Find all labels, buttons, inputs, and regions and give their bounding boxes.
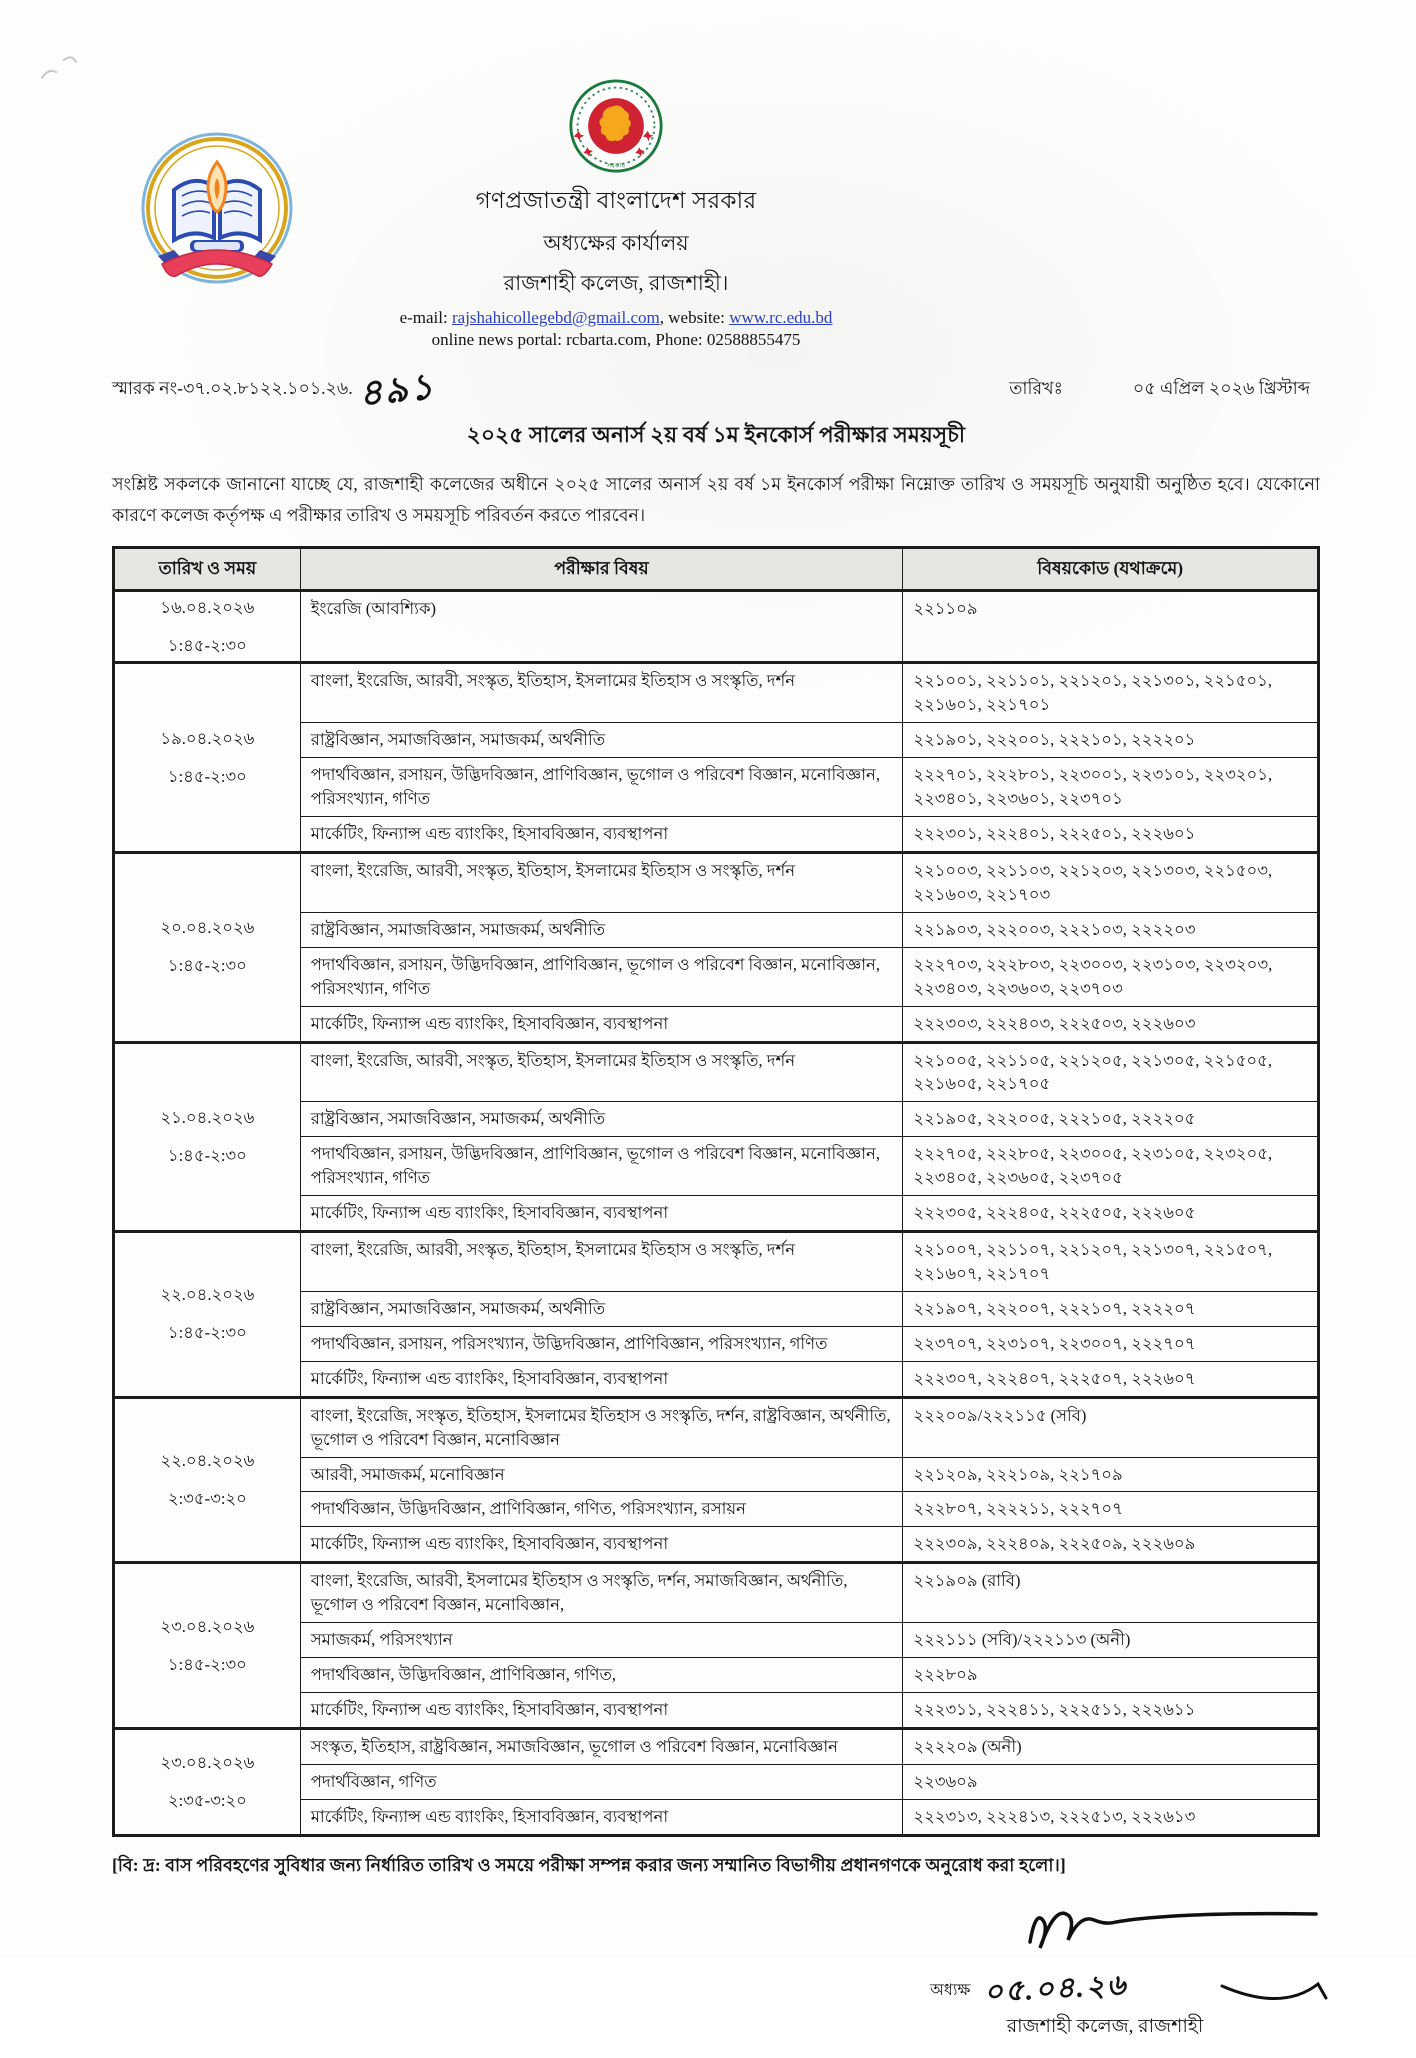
exam-date: ২৩.০৪.২০২৬ [160,1616,255,1636]
exam-date: ২০.০৪.২০২৬ [160,918,255,938]
exam-subjects-cell: পদার্থবিজ্ঞান, রসায়ন, উদ্ভিদবিজ্ঞান, প্রাণিবিজ্ঞান, ভূগোল ও পরিবেশ বিজ্ঞান, মনোবিজ্ঞান, পরিসংখ্যান, গণিত [300,1137,903,1196]
subject-codes-cell: ২২১৯০৫, ২২২০০৫, ২২২১০৫, ২২২২০৫ [903,1102,1319,1137]
subject-codes-cell: ২২২৭০৫, ২২২৮০৫, ২২৩০০৫, ২২৩১০৫, ২২৩২০৫, ২২৩৪০৫, ২২৩৬০৫, ২২৩৭০৫ [903,1137,1319,1196]
exam-subjects-cell: পদার্থবিজ্ঞান, রসায়ন, পরিসংখ্যান, উদ্ভিদবিজ্ঞান, প্রাণিবিজ্ঞান, পরিসংখ্যান, গণিত [300,1326,903,1361]
exam-date-time-cell [114,1728,301,1835]
exam-subjects-cell: রাষ্ট্রবিজ্ঞান, সমাজবিজ্ঞান, সমাজকর্ম, অর্থনীতি [300,1102,903,1137]
schedule-row [114,1397,1319,1457]
exam-date-time-cell [114,1397,301,1563]
exam-subjects-cell: মার্কেটিং, ফিন্যান্স এন্ড ব্যাংকিং, হিসাববিজ্ঞান, ব্যবস্থাপনা [300,1692,903,1728]
letterhead [12,0,1220,350]
table-header-row [114,548,1319,590]
exam-subjects-cell: মার্কেটিং, ফিন্যান্স এন্ড ব্যাংকিং, হিসাববিজ্ঞান, ব্যবস্থাপনা [300,817,903,853]
svg-text:সরকার: সরকার [606,162,626,170]
exam-subjects-cell: পদার্থবিজ্ঞান, উদ্ভিদবিজ্ঞান, প্রাণিবিজ্ঞান, গণিত, পরিসংখ্যান, রসায়ন [300,1492,903,1527]
header-subject-code: বিষয়কোড (যথাক্রমে) [903,548,1319,590]
exam-subjects-cell: রাষ্ট্রবিজ্ঞান, সমাজবিজ্ঞান, সমাজকর্ম, অর্থনীতি [300,723,903,758]
exam-subjects-cell: মার্কেটিং, ফিন্যান্স এন্ড ব্যাংকিং, হিসাববিজ্ঞান, ব্যবস্থাপনা [300,1361,903,1397]
exam-date-time-cell [114,1232,301,1398]
subject-codes-cell: ২২৩৭০৭, ২২৩১০৭, ২২৩০০৭, ২২২৭০৭ [903,1326,1319,1361]
exam-schedule-table [112,546,1320,1836]
subject-codes-cell: ২২২৮০৭, ২২২২১১, ২২২৭০৭ [903,1492,1319,1527]
schedule-row [114,1728,1319,1764]
schedule-row [114,663,1319,723]
exam-subjects-cell: রাষ্ট্রবিজ্ঞান, সমাজবিজ্ঞান, সমাজকর্ম, অর্থনীতি [300,912,903,947]
office-line: অধ্যক্ষের কার্যালয় [543,231,689,255]
signature-org: রাজশাহী কলেজ, রাজশাহী [1006,2015,1204,2037]
exam-date: ২২.০৪.২০২৬ [160,1451,255,1471]
exam-subjects-cell: বাংলা, ইংরেজি, আরবী, সংস্কৃত, ইতিহাস, ইসলামের ইতিহাস ও সংস্কৃতি, দর্শন [300,1232,903,1292]
exam-subjects-cell: পদার্থবিজ্ঞান, রসায়ন, উদ্ভিদবিজ্ঞান, প্রাণিবিজ্ঞান, ভূগোল ও পরিবেশ বিজ্ঞান, মনোবিজ্ঞান, পরিসংখ্যান, গণিত [300,947,903,1006]
intro-paragraph: সংশ্লিষ্ট সকলকে জানানো যাচ্ছে যে, রাজশাহী কলেজের অধীনে ২০২৫ সালের অনার্স ২য় বর্ষ ১ম ইনকোর্স পরীক্ষা নিম্নোক্ত তারিখ ও সময়সূচি অনুযায়ী অনুষ্ঠিত হবে। যেকোনো কারণে কলেজ কর্তৃপক্ষ এ পরীক্ষার তারিখ ও সময়সূচি পরিবর্তন করতে পারবেন। [112,474,1320,525]
memo-number-label: স্মারক নং-৩৭.০২.৮১২২.১০১.২৬. [112,378,353,398]
exam-subjects-cell: মার্কেটিং, ফিন্যান্স এন্ড ব্যাংকিং, হিসাববিজ্ঞান, ব্যবস্থাপনা [300,1527,903,1563]
exam-time: ১:৪৫-২:৩০ [167,766,247,786]
schedule-row [114,590,1319,663]
exam-subjects-cell: বাংলা, ইংরেজি, আরবী, সংস্কৃত, ইতিহাস, ইসলামের ইতিহাস ও সংস্কৃতি, দর্শন [300,663,903,723]
subject-codes-cell: ২২২৩১৩, ২২২৪১৩, ২২২৫১৩, ২২২৬১৩ [903,1799,1319,1835]
memo-number-handwritten: ৪৯১ [356,366,437,415]
subject-codes-cell: ২২১৯০৩, ২২২০০৩, ২২২১০৩, ২২২২০৩ [903,912,1319,947]
exam-subjects-cell: মার্কেটিং, ফিন্যান্স এন্ড ব্যাংকিং, হিসাববিজ্ঞান, ব্যবস্থাপনা [300,1196,903,1232]
exam-subjects-cell: সমাজকর্ম, পরিসংখ্যান [300,1623,903,1658]
subject-codes-cell: ২২১৯০১, ২২২০০১, ২২২১০১, ২২২২০১ [903,723,1319,758]
exam-subjects-cell: বাংলা, ইংরেজি, আরবী, ইসলামের ইতিহাস ও সংস্কৃতি, দর্শন, সমাজবিজ্ঞান, অর্থনীতি, ভূগোল ও পরিবেশ বিজ্ঞান, মনোবিজ্ঞান, [300,1563,903,1623]
subject-codes-cell: ২২১০০৩, ২২১১০৩, ২২১২০৩, ২২১৩০৩, ২২১৫০৩, ২২১৬০৩, ২২১৭০৩ [903,853,1319,913]
subject-codes-cell: ২২১৯০৭, ২২২০০৭, ২২২১০৭, ২২২২০৭ [903,1291,1319,1326]
exam-subjects-cell: ইংরেজি (আবশ্যিক) [300,590,903,663]
exam-subjects-cell: পদার্থবিজ্ঞান, উদ্ভিদবিজ্ঞান, প্রাণিবিজ্ঞান, গণিত, [300,1658,903,1693]
subject-codes-cell: ২২১২০৯, ২২২১০৯, ২২১৭০৯ [903,1457,1319,1492]
subject-codes-cell: ২২১৯০৯ (রাবি) [903,1563,1319,1623]
exam-time: ২:৩৫-৩:২০ [167,1790,247,1810]
subject-codes-cell: ২২১০০৫, ২২১১০৫, ২২১২০৫, ২২১৩০৫, ২২১৫০৫, ২২১৬০৫, ২২১৭০৫ [903,1042,1319,1102]
subject-codes-cell: ২২২৩০৭, ২২২৪০৭, ২২২৫০৭, ২২২৬০৭ [903,1361,1319,1397]
signature-handwritten-date: ০৫.০৪.২৬ [983,1968,1129,2009]
email-link[interactable]: rajshahicollegebd@gmail.com [451,308,660,327]
subject-codes-cell: ২২২০০৯/২২২১১৫ (সবি) [903,1397,1319,1457]
subject-codes-cell: ২২২৩০৯, ২২২৪০৯, ২২২৫০৯, ২২২৬০৯ [903,1527,1319,1563]
exam-time: ১:৪৫-২:৩০ [167,1654,247,1674]
signature-role: অধ্যক্ষ [930,1981,971,1999]
subject-codes-cell: ২২২৩০৩, ২২২৪০৩, ২২২৫০৩, ২২২৬০৩ [903,1006,1319,1042]
exam-subjects-cell: মার্কেটিং, ফিন্যান্স এন্ড ব্যাংকিং, হিসাববিজ্ঞান, ব্যবস্থাপনা [300,1006,903,1042]
website-link[interactable]: www.rc.edu.bd [729,308,833,327]
subject-codes-cell: ২২২৭০১, ২২২৮০১, ২২৩০০১, ২২৩১০১, ২২৩২০১, ২২৩৪০১, ২২৩৬০১, ২২৩৭০১ [903,758,1319,817]
exam-subjects-cell: সংস্কৃত, ইতিহাস, রাষ্ট্রবিজ্ঞান, সমাজবিজ্ঞান, ভূগোল ও পরিবেশ বিজ্ঞান, মনোবিজ্ঞান [300,1728,903,1764]
header-exam-subject: পরীক্ষার বিষয় [300,548,903,590]
subject-codes-cell: ২২২৭০৩, ২২২৮০৩, ২২৩০০৩, ২২৩১০৩, ২২৩২০৩, ২২৩৪০৩, ২২৩৬০৩, ২২৩৭০৩ [903,947,1319,1006]
exam-subjects-cell: বাংলা, ইংরেজি, আরবী, সংস্কৃত, ইতিহাস, ইসলামের ইতিহাস ও সংস্কৃতি, দর্শন [300,1042,903,1102]
memo-date-value: ০৫ এপ্রিল ২০২৬ খ্রিস্টাব্দ [1132,378,1310,398]
exam-date: ২২.০৪.২০২৬ [160,1285,255,1305]
exam-subjects-cell: পদার্থবিজ্ঞান, গণিত [300,1764,903,1799]
exam-subjects-cell: বাংলা, ইংরেজি, সংস্কৃত, ইতিহাস, ইসলামের ইতিহাস ও সংস্কৃতি, দর্শন, রাষ্ট্রবিজ্ঞান, অর্থনীতি, ভূগোল ও পরিবেশ বিজ্ঞান, মনোবিজ্ঞান [300,1397,903,1457]
exam-time: ১:৪৫-২:৩০ [167,635,247,655]
exam-date: ২১.০৪.২০২৬ [160,1107,255,1127]
schedule-row [114,1042,1319,1102]
subject-codes-cell: ২২৩৬০৯ [903,1764,1319,1799]
memo-row [112,366,1320,415]
header-date-time: তারিখ ও সময় [114,548,301,590]
contact-line [12,308,1220,328]
exam-date-time-cell [114,590,301,663]
subject-codes-cell: ২২১০০৭, ২২১১০৭, ২২১২০৭, ২২১৩০৭, ২২১৫০৭, ২২১৬০৭, ২২১৭০৭ [903,1232,1319,1292]
subject-codes-cell: ২২২২০৯ (অনী) [903,1728,1319,1764]
memo-date-label: তারিখঃ [1009,378,1063,398]
college-line: রাজশাহী কলেজ, রাজশাহী। [503,271,729,295]
subject-codes-cell: ২২১১০৯ [903,590,1319,663]
exam-time: ১:৪৫-২:৩০ [167,1323,247,1343]
exam-subjects-cell: বাংলা, ইংরেজি, আরবী, সংস্কৃত, ইতিহাস, ইসলামের ইতিহাস ও সংস্কৃতি, দর্শন [300,853,903,913]
page-title: ২০২৫ সালের অনার্স ২য় বর্ষ ১ম ইনকোর্স পরীক্ষার সময়সূচী [466,423,966,447]
exam-date-time-cell [114,1563,301,1729]
exam-subjects-cell: মার্কেটিং, ফিন্যান্স এন্ড ব্যাংকিং, হিসাববিজ্ঞান, ব্যবস্থাপনা [300,1799,903,1835]
exam-subjects-cell: আরবী, সমাজকর্ম, মনোবিজ্ঞান [300,1457,903,1492]
schedule-row [114,1232,1319,1292]
subject-codes-cell: ২২২১১১ (সবি)/২২২১১৩ (অনী) [903,1623,1319,1658]
government-line: গণপ্রজাতন্ত্রী বাংলাদেশ সরকার [475,188,757,213]
subject-codes-cell: ২২২৮০৯ [903,1658,1319,1693]
govt-emblem [568,78,664,174]
exam-date-time-cell [114,1042,301,1232]
subject-codes-cell: ২২২৩০১, ২২২৪০১, ২২২৫০১, ২২২৬০১ [903,817,1319,853]
exam-time: ১:৪৫-২:৩০ [167,956,247,976]
portal-line: online news portal: rcbarta.com, Phone: 02588855475 [431,330,801,349]
exam-date: ১৯.০৪.২০২৬ [160,728,255,748]
exam-date-time-cell [114,853,301,1043]
subject-codes-cell: ২২১০০১, ২২১১০১, ২২১২০১, ২২১৩০১, ২২১৫০১, ২২১৬০১, ২২১৭০১ [903,663,1319,723]
schedule-row [114,1563,1319,1623]
exam-time: ১:৪৫-২:৩০ [167,1145,247,1165]
exam-date: ১৬.০৪.২০২৬ [160,597,255,617]
schedule-row [114,853,1319,913]
exam-subjects-cell: রাষ্ট্রবিজ্ঞান, সমাজবিজ্ঞান, সমাজকর্ম, অর্থনীতি [300,1291,903,1326]
exam-date-time-cell [114,663,301,853]
exam-subjects-cell: পদার্থবিজ্ঞান, রসায়ন, উদ্ভিদবিজ্ঞান, প্রাণিবিজ্ঞান, ভূগোল ও পরিবেশ বিজ্ঞান, মনোবিজ্ঞান, পরিসংখ্যান, গণিত [300,758,903,817]
exam-time: ২:৩৫-৩:২০ [167,1488,247,1508]
subject-codes-cell: ২২২৩১১, ২২২৪১১, ২২২৫১১, ২২২৬১১ [903,1692,1319,1728]
signature-block [890,1908,1320,2058]
footer-note: [বি: দ্র: বাস পরিবহণের সুবিধার জন্য নির্ধারিত তারিখ ও সময়ে পরীক্ষা সম্পন্ন করার জন্য সম্মানিত বিভাগীয় প্রধানগণকে অনুরোধ করা হলো।] [112,1854,1066,1875]
subject-codes-cell: ২২২৩০৫, ২২২৪০৫, ২২২৫০৫, ২২২৬০৫ [903,1196,1319,1232]
website-label: , website: [659,308,730,327]
email-label: e-mail: [399,308,452,327]
exam-date: ২৩.০৪.২০২৬ [160,1752,255,1772]
